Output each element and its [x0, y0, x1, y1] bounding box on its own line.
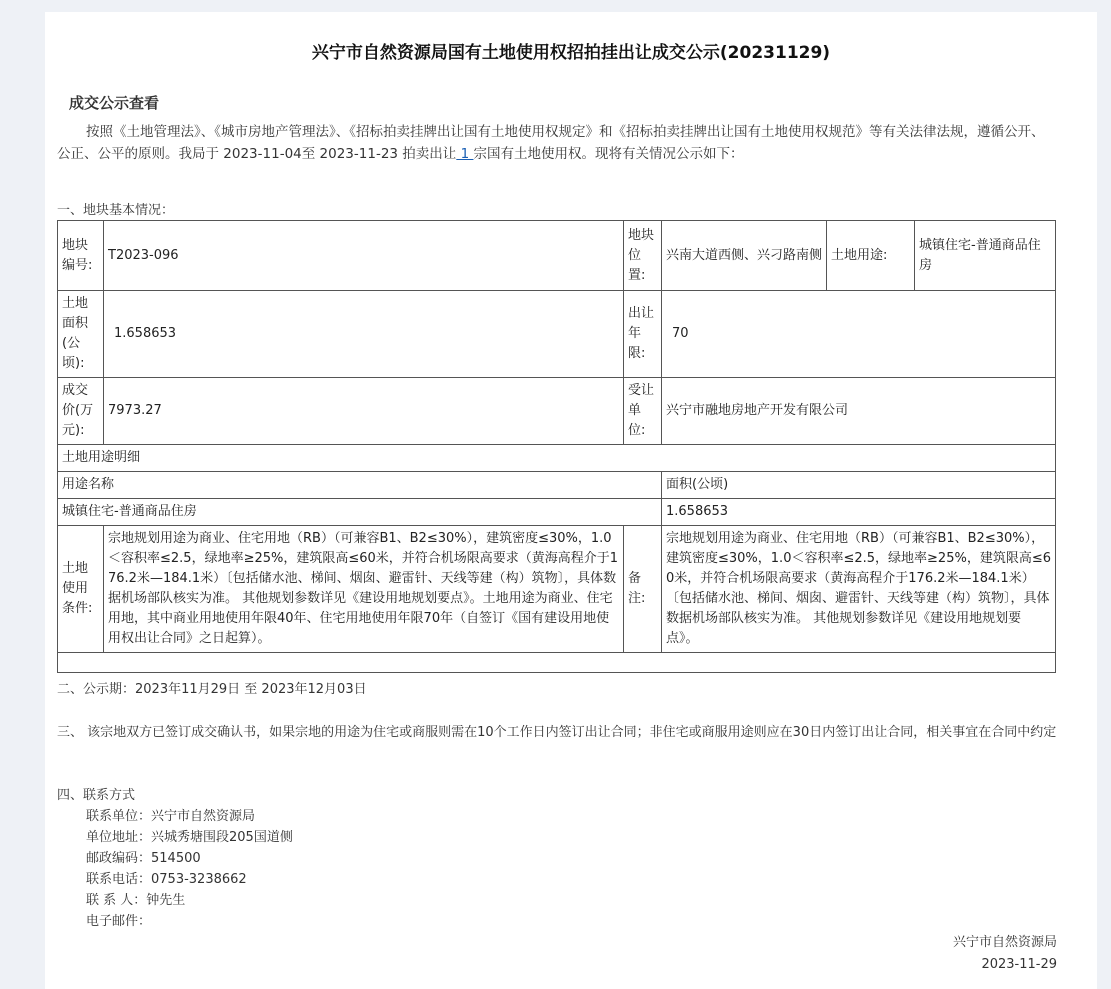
intro-text-before: 按照《土地管理法》、《城市房地产管理法》、《招标拍卖挂牌出让国有土地使用权规定》和《招标拍卖挂牌出让国有土地使用权规范》等有关法律法规，遵循公开、公正、公平的原则。我局于 2023-11-04至 2023-11-23 拍卖出让 — [57, 124, 1045, 162]
contact-phone: 联系电话：0753-3238662 — [86, 872, 247, 887]
table-row — [58, 221, 1056, 291]
area-value: 1.658653 — [104, 291, 624, 378]
use-label: 土地用途: — [827, 221, 915, 291]
term-value: 70 — [662, 291, 1056, 378]
intro-text-after: 宗国有土地使用权。现将有关情况公示如下： — [473, 146, 744, 162]
use-value: 城镇住宅-普通商品住房 — [915, 221, 1056, 291]
section-heading: 成交公示查看 — [69, 94, 160, 112]
buyer-value: 兴宁市融地房地产开发有限公司 — [662, 378, 1056, 445]
page-title: 兴宁市自然资源局国有土地使用权招拍挂出让成交公示(20231129) — [311, 43, 831, 63]
table-row — [58, 291, 1056, 378]
price-label: 成交价(万元): — [58, 378, 104, 445]
empty-row — [58, 653, 1056, 673]
signature-date: 2023-11-29 — [981, 957, 1057, 972]
location-label: 地块位置: — [624, 221, 662, 291]
section2-period: 二、公示期：2023年11月29日 至 2023年12月03日 — [57, 682, 367, 697]
term-label: 出让年限: — [624, 291, 662, 378]
area-label: 土地面积(公顷): — [58, 291, 104, 378]
remark-value: 宗地规划用途为商业、住宅用地（RB）（可兼容B1、B2≤30%），建筑密度≤30%，1.0＜容积率≤2.5，绿地率≥25%，建筑限高≤60米，并符合机场限高要求（黄海高程介于176.2米—184.1米）〔包括储水池、梯间、烟囱、避雷针、天线等建（构）筑物〕，具体数据机场部队核实为准。 其他规划参数详见《建设用地规划要点》。 — [662, 526, 1056, 653]
section3-contract: 三、 该宗地双方已签订成交确认书，如果宗地的用途为住宅或商服则需在10个工作日内签订出让合同；非住宅或商服用途则应在30日内签订出让合同，相关事宜在合同中约定 — [57, 725, 1057, 740]
buyer-label: 受让单位: — [624, 378, 662, 445]
remark-label: 备注: — [624, 526, 662, 653]
table-row — [58, 653, 1056, 673]
section4-label: 四、联系方式 — [57, 788, 136, 803]
section1-label: 一、地块基本情况： — [57, 203, 175, 218]
parcel-no-label: 地块编号: — [58, 221, 104, 291]
price-value: 7973.27 — [104, 378, 624, 445]
detail-name-cell: 城镇住宅-普通商品住房 — [58, 499, 662, 526]
location-value: 兴南大道西侧、兴刁路南侧 — [662, 221, 827, 291]
column-header-area: 面积(公顷) — [662, 472, 1056, 499]
contact-address: 单位地址：兴城秀塘围段205国道侧 — [86, 830, 293, 845]
table-row — [58, 445, 1056, 472]
table-row — [58, 526, 1056, 653]
parcel-info-table — [57, 220, 1056, 673]
signature-org: 兴宁市自然资源局 — [952, 935, 1057, 950]
parcel-count: 1 — [456, 146, 474, 162]
intro-paragraph — [57, 121, 1057, 165]
notice-page — [45, 12, 1097, 989]
table-row — [58, 472, 1056, 499]
contact-postcode: 邮政编码：514500 — [86, 851, 201, 866]
table-row — [58, 378, 1056, 445]
column-header-name: 用途名称 — [58, 472, 662, 499]
contact-unit: 联系单位：兴宁市自然资源局 — [86, 809, 256, 824]
detail-area-cell: 1.658653 — [662, 499, 1056, 526]
parcel-no-value: T2023-096 — [104, 221, 624, 291]
conditions-value: 宗地规划用途为商业、住宅用地（RB）（可兼容B1、B2≤30%），建筑密度≤30%，1.0＜容积率≤2.5，绿地率≥25%，建筑限高≤60米，并符合机场限高要求（黄海高程介于176.2米—184.1米）〔包括储水池、梯间、烟囱、避雷针、天线等建（构）筑物〕，具体数据机场部队核实为准。 其他规划参数详见《建设用地规划要点》。土地用途为商业、住宅用地，其中商业用地使用年限40年、住宅用地使用年限70年（自签订《国有建设用地使用权出让合同》之日起算）。 — [104, 526, 624, 653]
detail-heading: 土地用途明细 — [58, 445, 1056, 472]
conditions-label: 土地使用条件: — [58, 526, 104, 653]
table-row — [58, 499, 1056, 526]
contact-person: 联 系 人：钟先生 — [86, 893, 186, 908]
contact-email: 电子邮件： — [86, 914, 152, 929]
